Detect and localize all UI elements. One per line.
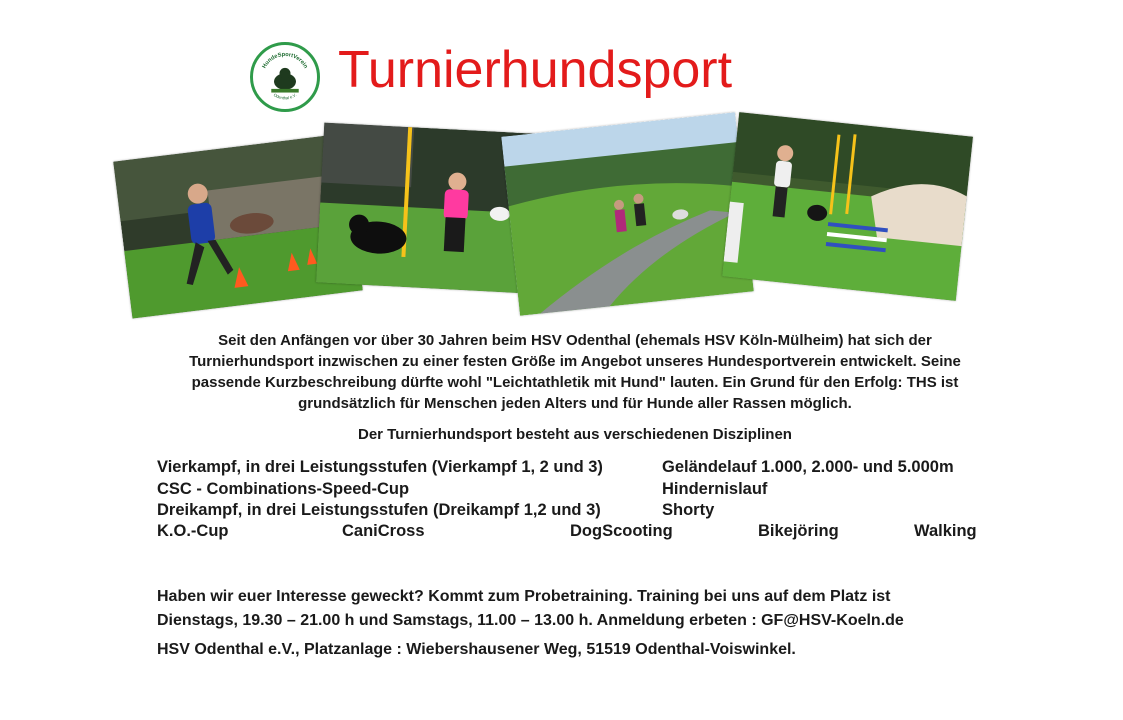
- discipline-kocup: K.O.-Cup: [157, 522, 229, 540]
- discipline-csc: CSC - Combinations-Speed-Cup: [157, 480, 410, 498]
- photo-road-runners: [501, 112, 754, 316]
- disciplines-heading: Der Turnierhundsport besteht aus verschiedenen Disziplinen: [358, 426, 792, 443]
- discipline-shorty: Shorty: [662, 501, 715, 519]
- contact-info: [157, 585, 904, 633]
- intro-paragraph: [150, 330, 1000, 414]
- logo-bottom-text: Odenthal e.V.: [272, 92, 298, 101]
- discipline-hindernislauf: Hindernislauf: [662, 480, 768, 498]
- discipline-dreikampf: Dreikampf, in drei Leistungsstufen (Dreikampf 1,2 und 3): [157, 501, 601, 519]
- discipline-vierkampf: Vierkampf, in drei Leistungsstufen (Vierkampf 1, 2 und 3): [157, 458, 603, 476]
- discipline-bikejoering: Bikejöring: [758, 522, 839, 540]
- discipline-canicross: CaniCross: [342, 522, 425, 540]
- club-address: HSV Odenthal e.V., Platzanlage : Wiebershausener Weg, 51519 Odenthal-Voiswinkel.: [157, 641, 796, 658]
- intro-line: passende Kurzbeschreibung dürfte wohl "Leichtathletik mit Hund" lauten. Ein Grund für den Erfolg: THS ist: [191, 374, 959, 391]
- intro-line: Turnierhundsport inzwischen zu einer festen Größe im Angebot unseres Hundesportverein entwickelt. Seine: [189, 353, 961, 370]
- discipline-dogscooting: DogScooting: [570, 522, 673, 540]
- logo-top-text: HundeSportVerein: [261, 51, 309, 70]
- discipline-walking: Walking: [914, 522, 977, 540]
- contact-line: Dienstags, 19.30 – 21.00 h und Samstags, 11.00 – 13.00 h. Anmeldung erbeten : GF@HSV-Koeln.de: [157, 612, 904, 629]
- discipline-gelaendelauf: Geländelauf 1.000, 2.000- und 5.000m: [662, 458, 954, 476]
- photo-hurdle-jump: [722, 112, 973, 301]
- intro-line: grundsätzlich für Menschen jeden Alters und für Hunde aller Rassen möglich.: [298, 395, 852, 412]
- photo-woman-with-black-dog: [316, 123, 534, 294]
- contact-line: Haben wir euer Interesse geweckt? Kommt zum Probetraining. Training bei uns auf dem Platz ist: [157, 588, 891, 605]
- page-title: Turnierhundsport: [338, 41, 733, 99]
- intro-line: Seit den Anfängen vor über 30 Jahren beim HSV Odenthal (ehemals HSV Köln-Mülheim) hat sich der: [218, 332, 932, 349]
- club-logo: [250, 42, 320, 112]
